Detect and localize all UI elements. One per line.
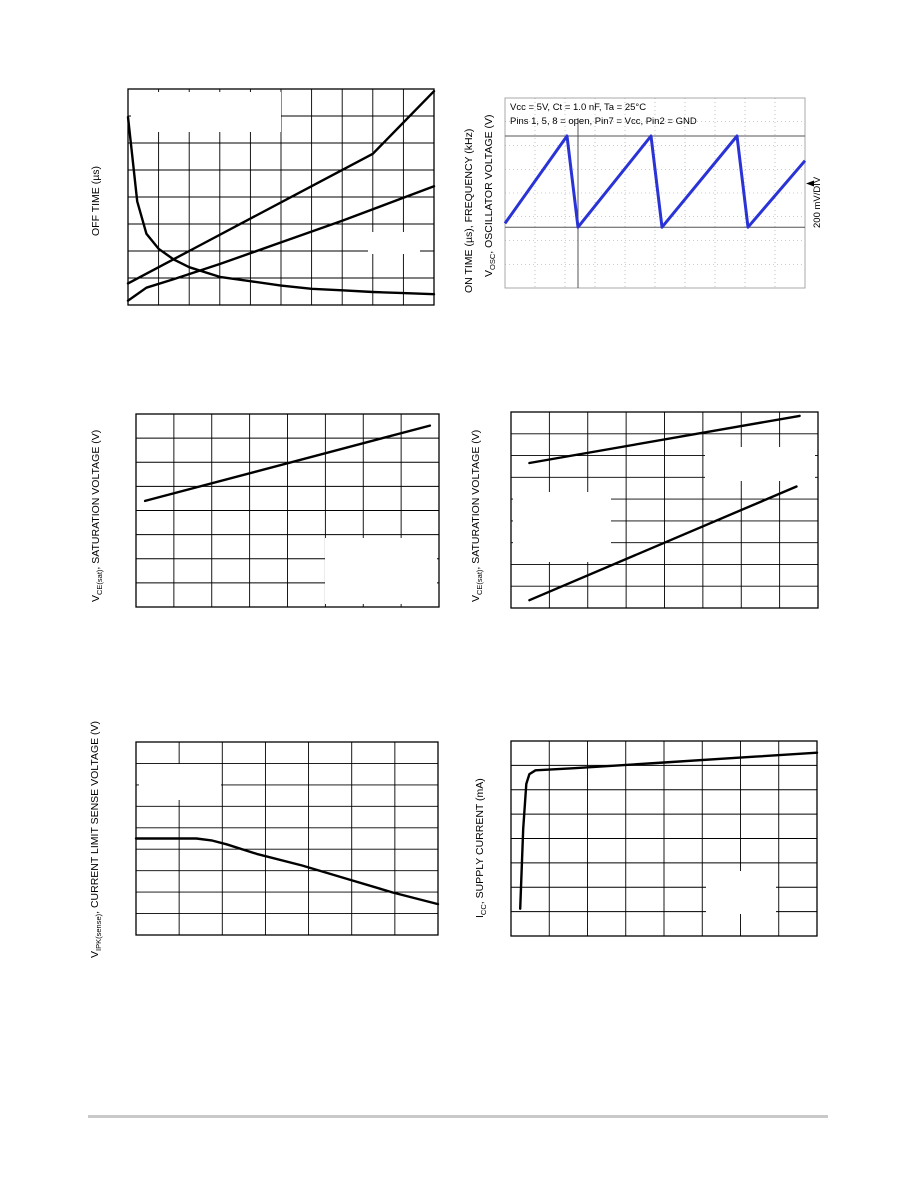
current-limit-sense-axis-label <box>89 721 103 958</box>
oscillator-voltage-axis-label <box>483 114 497 277</box>
legend-area <box>139 764 221 800</box>
osc-sub: OSC <box>488 253 498 270</box>
vce-sat-axis-label-right <box>470 430 484 602</box>
osc-v: V <box>483 269 495 277</box>
vipk-rest: , CURRENT LIMIT SENSE VOLTAGE (V) <box>89 720 101 914</box>
footer-rule <box>88 1115 828 1118</box>
legend-area <box>325 538 437 604</box>
legend-area <box>706 871 776 914</box>
legend-area <box>368 232 420 254</box>
vce-sub: CE(sat) <box>95 569 105 595</box>
vce-rest: , SATURATION VOLTAGE (V) <box>90 429 102 570</box>
mv-per-div-label: 200 mV/DIV <box>812 176 823 228</box>
on-time-frequency-axis-label: ON TIME (µs), FREQUENCY (kHz) <box>463 128 475 293</box>
icc-i: I <box>474 915 486 918</box>
legend-area <box>705 447 815 481</box>
legend-area <box>513 492 611 562</box>
vipk-v: V <box>89 950 101 958</box>
osc-rest: , OSCILLATOR VOLTAGE (V) <box>483 114 495 254</box>
icc-sub: CC <box>479 904 489 916</box>
vipk-sub: IPK(sense) <box>94 913 104 951</box>
vce-sat-axis-label-left <box>90 430 104 602</box>
vce2-sub: CE(sat) <box>475 569 485 595</box>
icc-rest: , SUPPLY CURRENT (mA) <box>474 778 486 905</box>
vce-v: V <box>90 594 102 602</box>
legend-area <box>131 92 281 132</box>
vce2-v: V <box>470 594 482 602</box>
scope-annotation-conditions: Vcc = 5V, Ct = 1.0 nF, Ta = 25°C <box>510 102 647 113</box>
off-time-axis-label: OFF TIME (µs) <box>90 165 102 236</box>
supply-current-axis-label <box>474 778 488 918</box>
scope-annotation-pins: Pins 1, 5, 8 = open, Pin7 = Vcc, Pin2 = GND <box>510 116 697 127</box>
vce2-rest: , SATURATION VOLTAGE (V) <box>470 429 482 570</box>
